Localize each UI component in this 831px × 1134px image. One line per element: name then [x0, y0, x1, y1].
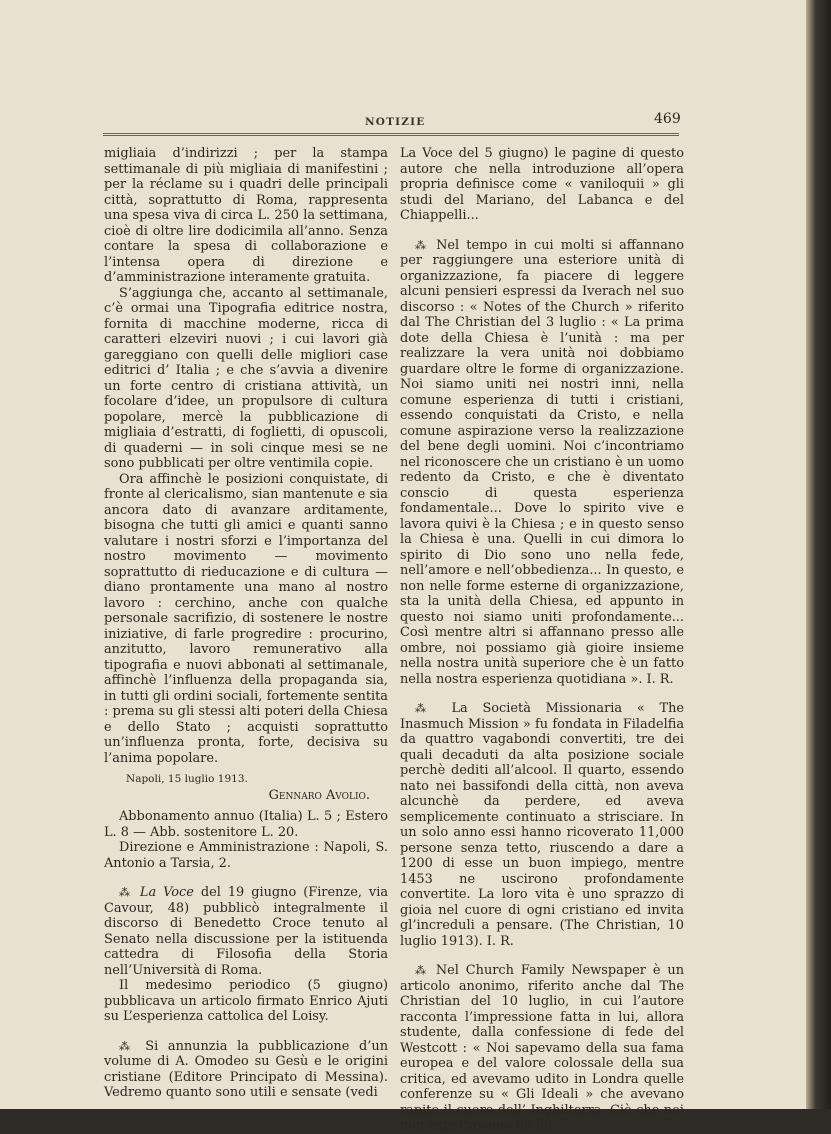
subscription-info: Abbonamento annuo (Italia) L. 5 ; Estero L. 8 — Abb. sostenitore L. 20. — [104, 809, 388, 840]
asterism-icon: ⁂ — [415, 702, 437, 715]
page-number: 469 — [654, 111, 681, 127]
paragraph-continuation: migliaia d’indirizzi ; per la stampa settimanale di più migliaia di manifestini ; per la réclame su i quadri delle principali città, soprattutto di Roma, rappresenta una spesa viva di circa L. 250 la settimana, cioè di oltre lire dodicimila all’anno. Senza contare la spesa di collaborazione e l’intensa opera di direzione e d’amministrazione interamente gratuita. — [104, 146, 388, 285]
dateline: Napoli, 15 luglio 1913. — [126, 773, 248, 785]
paragraph-appeal: Ora affinchè le posizioni conquistate, di fronte al clericalismo, sian mantenute e sia ancora dato di avanzare arditamente, bisogna che tutti gli amici e quanti sanno valutare i nostri sforzi e l’importanza del nostro movimento — movimento soprattutto di rieducazione e di cultura — diano prontamente una mano al nostro lavoro : cerchino, anche con qualche personale sacrifizio, di sostenere le nostre iniziative, di farle progredire : procurino, anzitutto, lavoro remunerativo alla tipografia e nuovi abbonati al settimanale, affinchè l’influenza della propaganda sia, in tutti gli ordini sociali, fortemente sentita : prema su gli stessi alti poteri della Chiesa e dello Stato ; acquisti soprattutto un’influenza pronta, forte, decisiva su l’anima popolare. — [104, 471, 388, 766]
direction-info: Direzione e Amministrazione : Napoli, S. Antonio a Tarsia, 2. — [104, 840, 388, 871]
notice-inasmuch-mission — [400, 701, 684, 949]
paragraph-tipografia: S’aggiunga che, accanto al settimanale, c’è ormai una Tipografia editrice nostra, fornita di macchine moderne, ricca di caratteri elzeviri nuovi ; i cui lavori già gareggiano con quelli delle migliori case editrici d’ Italia ; e che s’avvia a divenire un forte centro di cristiana attività, un focolare d’idee, un propulsore di cultura popolare, mercè la pubblicazione di migliaia d’estratti, di foglietti, di opuscoli, di quaderni — in soli cinque mesi se ne sono pubblicati per oltre ventimila copie. — [104, 285, 388, 471]
running-header-title: NOTIZIE — [365, 116, 426, 128]
paragraph-continuation: La Voce del 5 giugno) le pagine di questo autore che nella introduzione all’opera propria definisce come « vaniloquii » gli studi del Mariano, del Labanca e del Chiappelli... — [400, 146, 684, 223]
signature: Gennaro Avolio. — [268, 787, 370, 803]
notice-text: Nel Church Family Newspaper è un articolo anonimo, riferito anche dal The Christian del 10 luglio, in cui l’autore racconta l’impressione fatta in lui, allora studente, dalla confessione di fede del Westcott : « Noi sapevamo della sua fama europea e del valore colossale della sua critica, ed avevamo udito in Londra quelle conferenze su « Gli Ideali » che avevano rapito il cuore dell’ Inghilterra. Ciò che noi non aspettavamo da lui — [400, 963, 684, 1133]
notice-la-voce-followup: Il medesimo periodico (5 giugno) pubblicava un articolo firmato Enrico Ajuti su L’esperienza cattolica del Loisy. — [104, 978, 388, 1024]
header-rule — [103, 133, 679, 136]
asterism-icon: ⁂ — [119, 886, 133, 899]
notice-church-family — [400, 963, 684, 1134]
right-column — [400, 146, 684, 1134]
notice-text: La Società Missionaria « The Inasmuch Mission » fu fondata in Filadelfia da quattro vagabondi convertiti, tre dei quali decaduti da alta posizione sociale perchè dediti all’alcool. Il quarto, essendo nato nei bassifondi della città, non aveva alcunchè da perdere, ed aveva semplicemente continuato a strisciare. In un solo anno essi hanno ricoverato 11,000 persone senza tetto, riuscendo a dare a 1200 di esse un buon impiego, mentre 1453 ne uscirono profondamente convertite. La loro vita è uno sprazzo di gioia nel cuore di ogni cristiano ed invita gl’increduli a pensare. (The Christian, 10 luglio 1913). I. R. — [400, 701, 685, 949]
periodical-title: La Voce — [139, 885, 194, 900]
asterism-icon: ⁂ — [415, 964, 429, 977]
notice-text: Si annunzia la pubblicazione d’un volume di A. Omodeo su Gesù e le origini cristiane (Editore Principato di Messina). Vedremo quanto sono utili e sensate (vedi — [104, 1038, 388, 1100]
page-edge-shadow — [806, 0, 831, 1109]
notice-text: del 19 giugno (Firenze, via Cavour, 48) pubblicò integralmente il discorso di Benedetto Croce tenuto al Senato nella discussione per la istituenda cattedra di Filosofia della Storia nell’Università di Roma. — [104, 885, 388, 978]
notice-omodeo — [104, 1039, 388, 1101]
asterism-icon: ⁂ — [119, 1039, 136, 1053]
notice-la-voce — [104, 885, 388, 978]
left-column — [104, 146, 388, 1101]
notice-text: Nel tempo in cui molti si affannano per raggiungere una esteriore unità di organizzazione, fa piacere di leggere alcuni pensieri espressi da Iverach nel suo discorso : « Notes of the Church » riferito dal The Christian del 3 luglio : « La prima dote della Chiesa è l’unità : ma per realizzare la vera unità noi dobbiamo guardare oltre le forme di organizzazione. Noi siamo uniti nei nostri inni, nella comune esperienza di tutti i cristiani, essendo conquistati da Cristo, e nella comune aspirazione verso la realizzazione del bene degli uomini. Noi c’incontriamo nel riconoscere che un cristiano è un uomo redento da Cristo, e che è diventato conscio di questa esperienza fondamentale... Dove lo spirito vive e lavora quivi è la Chiesa ; e in questo senso la Chiesa è una. Quelli in cui dimora lo spirito di Dio sono uno nella fede, nell’amore e nell’obbedienza... In questo, e non nelle forme esterne di organizzazione, sta la unità della Chiesa, ed appunto in questo noi siamo uniti profondamente... Così mentre altri si affannano presso alle ombre, noi possiamo già gioire insieme nella nostra unità superiore che è un fatto nella nostra esperienza quotidiana ». I. R. — [400, 237, 684, 687]
notice-unity — [400, 238, 684, 688]
asterism-icon: ⁂ — [415, 238, 430, 252]
